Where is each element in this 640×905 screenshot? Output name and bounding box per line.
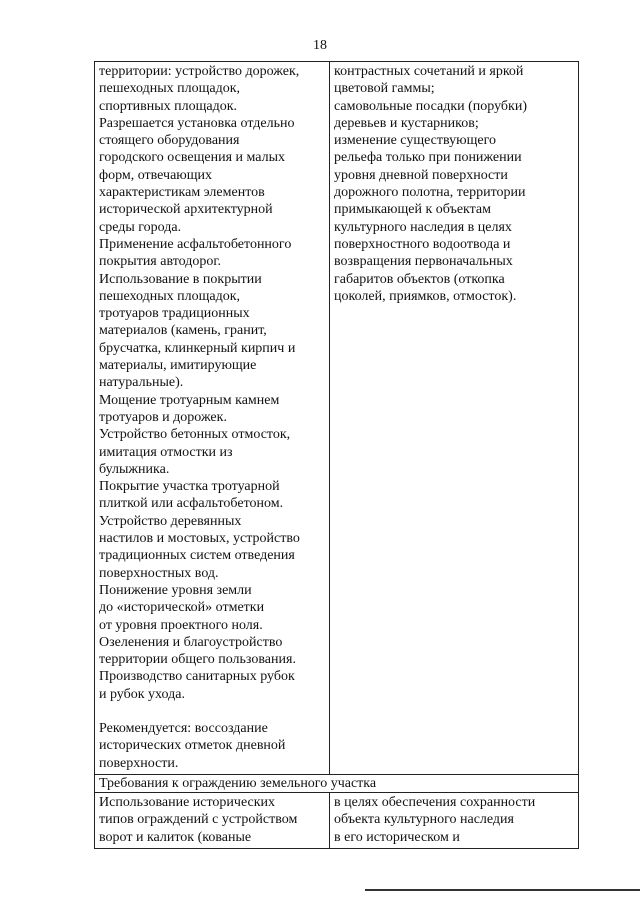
text-line: имитация отмостки из: [99, 444, 233, 460]
fence-section-header: Требования к ограждению земельного участка: [99, 775, 377, 791]
page-number: 18: [313, 38, 327, 53]
text-line: среды города.: [99, 219, 182, 235]
text-line: Устройство бетонных отмосток,: [99, 427, 291, 443]
text-line: исторической архитектурной: [99, 202, 273, 218]
text-line: в целях обеспечения сохранности: [334, 795, 536, 811]
text-line: в его историческом и: [334, 829, 460, 845]
text-line: Озеленения и благоустройство: [99, 634, 283, 650]
text-line: поверхностного водоотвода и: [334, 236, 511, 252]
text-line: покрытия автодорог.: [99, 254, 222, 270]
fence-row: [95, 793, 578, 848]
text-line: форм, отвечающих: [99, 167, 213, 183]
text-line: исторических отметок дневной: [99, 738, 286, 754]
text-line: объекта культурного наследия: [334, 812, 514, 828]
text-line: изменение существующего: [334, 133, 496, 149]
section-header-row: [95, 775, 578, 793]
text-line: натуральные).: [99, 375, 184, 391]
text-line: Разрешается установка отдельно: [99, 115, 295, 131]
fence-allowed-cell: [95, 793, 330, 848]
text-line: цоколей, приямков, отмосток).: [334, 288, 517, 304]
text-line: самовольные посадки (порубки): [334, 98, 527, 114]
text-line: пешеходных площадок,: [99, 81, 240, 97]
text-line: поверхностных вод.: [99, 565, 219, 581]
landscaping-row: [95, 62, 578, 775]
text-line: и рубок ухода.: [99, 686, 185, 702]
text-line: Мощение тротуарным камнем: [99, 392, 280, 408]
text-line: тротуаров традиционных: [99, 306, 250, 322]
text-line: поверхности.: [99, 755, 179, 771]
text-line: рельефа только при понижении: [334, 150, 522, 166]
text-line: традиционных систем отведения: [99, 548, 295, 564]
text-line: дорожного полотна, территории: [334, 185, 526, 201]
text-line: культурного наследия в целях: [334, 219, 512, 235]
fence-purpose-cell: [330, 793, 576, 848]
text-line: характеристикам элементов: [99, 185, 265, 201]
text-line: стоящего оборудования: [99, 133, 240, 149]
text-line: от уровня проектного ноля.: [99, 617, 263, 633]
text-line: булыжника.: [99, 461, 170, 477]
text-line: плиткой или асфальтобетоном.: [99, 496, 284, 512]
prohibited-works-cell: [330, 62, 576, 774]
text-line: уровня дневной поверхности: [334, 167, 508, 183]
text-line: примыкающей к объектам: [334, 202, 492, 218]
blank-line: [99, 703, 325, 720]
text-line: цветовой гаммы;: [334, 81, 435, 97]
text-line: городского освещения и малых: [99, 150, 286, 166]
text-line: тротуаров и дорожек.: [99, 409, 227, 425]
text-line: возвращения первоначальных: [334, 254, 513, 270]
requirements-table: [94, 61, 579, 849]
text-line: Производство санитарных рубок: [99, 669, 295, 685]
text-line: спортивных площадок.: [99, 98, 238, 114]
text-line: деревьев и кустарников;: [334, 115, 479, 131]
text-line: Покрытие участка тротуарной: [99, 479, 280, 495]
text-line: Устройство деревянных: [99, 513, 242, 529]
text-line: пешеходных площадок,: [99, 288, 240, 304]
text-line: материалов (камень, гранит,: [99, 323, 267, 339]
scan-edge-line: [365, 889, 640, 891]
text-line: контрастных сочетаний и яркой: [334, 64, 524, 79]
text-line: материалы, имитирующие: [99, 358, 257, 374]
text-line: Рекомендуется: воссоздание: [99, 720, 268, 736]
text-line: Применение асфальтобетонного: [99, 236, 292, 252]
text-line: ворот и калиток (кованые: [99, 829, 252, 845]
text-line: до «исторической» отметки: [99, 600, 265, 616]
text-line: брусчатка, клинкерный кирпич и: [99, 340, 296, 356]
text-line: территории: устройство дорожек,: [99, 64, 300, 79]
allowed-works-cell: [95, 62, 330, 774]
text-line: Понижение уровня земли: [99, 582, 252, 598]
text-line: типов ограждений с устройством: [99, 812, 298, 828]
text-line: настилов и мостовых, устройство: [99, 531, 300, 547]
text-line: Использование в покрытии: [99, 271, 262, 287]
text-line: габаритов объектов (откопка: [334, 271, 505, 287]
text-line: территории общего пользования.: [99, 652, 296, 668]
text-line: Использование исторических: [99, 795, 276, 811]
